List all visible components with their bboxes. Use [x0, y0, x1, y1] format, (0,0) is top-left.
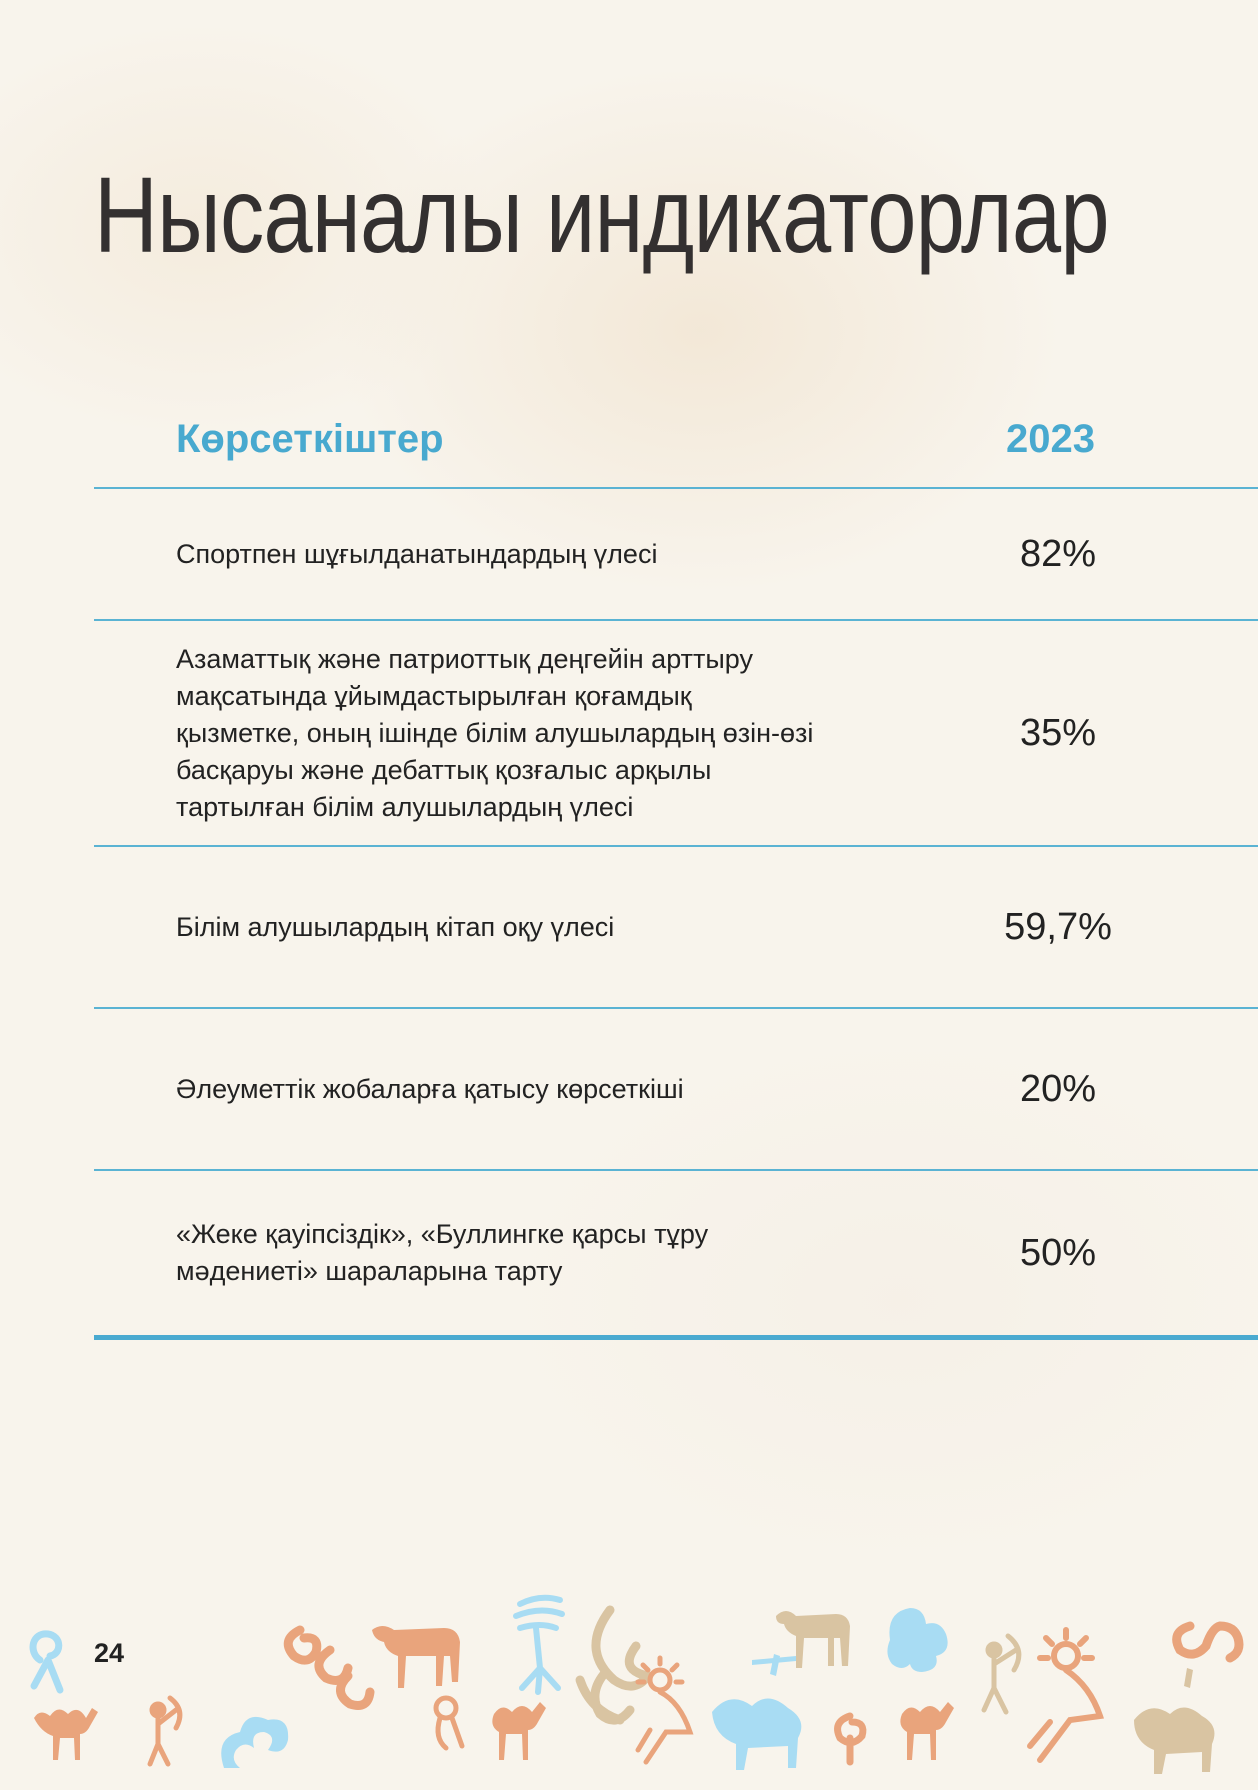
camel-icon: [34, 1708, 98, 1760]
page-number: 24: [94, 1638, 125, 1668]
archer-icon: [984, 1636, 1019, 1712]
petroglyph-ornament-border: [0, 1590, 1258, 1790]
page-title: Нысаналы индикаторлар: [94, 154, 1109, 275]
swirl-ornament-icon: [1177, 1626, 1239, 1658]
spiral-ornament-icon: [288, 1630, 370, 1706]
table-row: [94, 1009, 1258, 1171]
camel-rider-icon: [1134, 1668, 1214, 1774]
indicator-value: 35%: [1019, 711, 1097, 754]
table-row: [94, 621, 1258, 847]
indicator-value: 50%: [1019, 1231, 1097, 1274]
spiral-ornament-icon: [838, 1716, 863, 1762]
table-row: [94, 1171, 1258, 1340]
antelope-icon: [436, 1698, 462, 1748]
cloud-swirl-icon: [221, 1717, 288, 1768]
indicator-label: Әлеуметтік жобаларға қатысу көрсеткіші: [176, 1073, 684, 1104]
table-header: [94, 405, 1258, 489]
table-row: [94, 489, 1258, 621]
header-year: 2023: [1006, 417, 1095, 461]
header-indicators: Көрсеткіштер: [176, 417, 444, 461]
crown-swirl-icon: [887, 1608, 947, 1672]
camel-rider-icon: [712, 1654, 801, 1770]
indicators-table: [94, 405, 1258, 1340]
swirl-icon: [33, 1634, 60, 1690]
sun-figure-icon: [1030, 1630, 1100, 1760]
indicator-value: 20%: [1019, 1067, 1097, 1110]
indicator-value: 59,7%: [1004, 905, 1112, 948]
plant-ornament-icon: [580, 1610, 648, 1720]
table-row: [94, 847, 1258, 1009]
camel-icon: [492, 1702, 546, 1760]
indicator-label: Спортпен шұғылданатындардың үлесі: [176, 538, 658, 569]
indicator-label: Азаматтық және патриоттық деңгейін арттыру мақсатында ұйымдастырылған қоғамдық қызметке, оның ішінде білім алушылардың өзін-өзі басқаруы және дебаттық қозғалыс арқылы тартылған білім алушылардың үлесі: [176, 643, 814, 822]
indicator-label: «Жеке қауіпсіздік», «Буллингке қарсы тұру мәдениеті» шараларына тарту: [176, 1219, 709, 1286]
ox-icon: [372, 1626, 460, 1688]
indicator-value: 82%: [1019, 532, 1097, 575]
tree-icon: [516, 1598, 562, 1692]
camel-icon: [900, 1702, 954, 1760]
indicator-label: Білім алушылардың кітап оқу үлесі: [176, 911, 615, 942]
archer-icon: [150, 1698, 180, 1764]
